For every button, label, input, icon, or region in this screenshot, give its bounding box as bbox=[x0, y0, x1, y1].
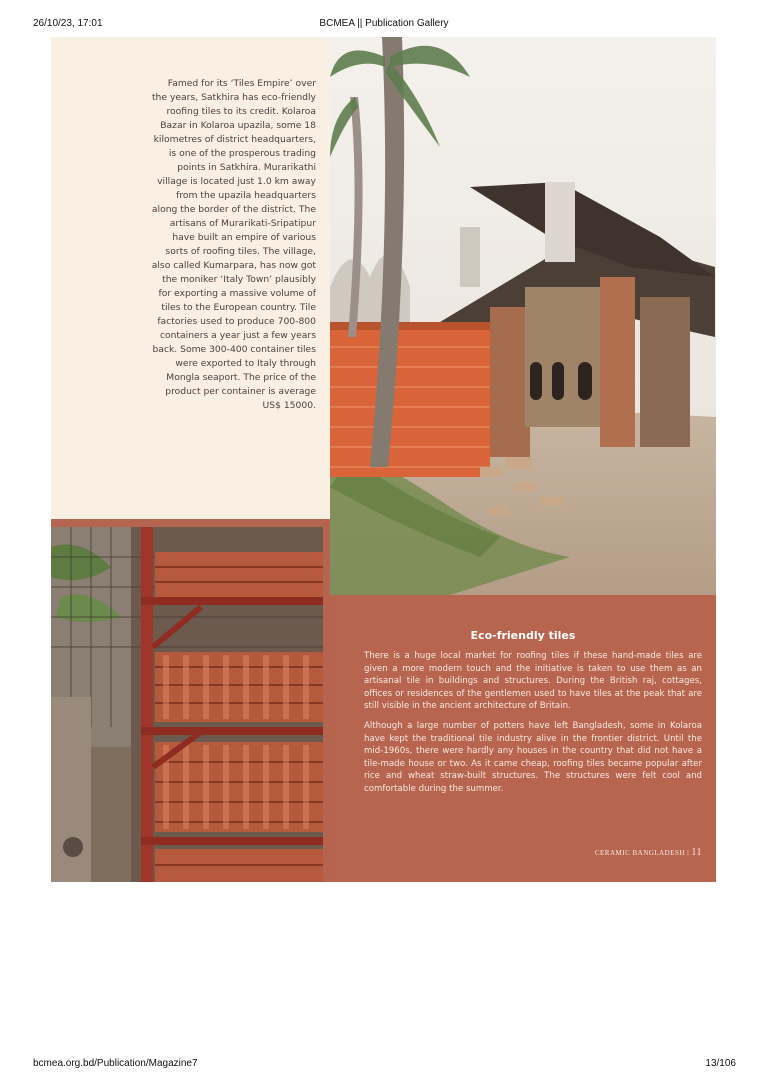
intro-text: Famed for its ‘Tiles Empire’ over the years, Satkhira has eco-friendly roofing tiles to its credit. Kolaroa Bazar in Kolaroa upazila, some 18 kilometres of district headquarters, is one of the prosperous trading points in Satkhira. Murarikathi village is located just 1.0 km away from the upazila headquarters along the border of the district. The artisans of Murarikati-Sripatipur have built an empire of various sorts of roofing tiles. The village, also called Kumarpara, has now got the moniker ‘Italy Town’ plausibly for exporting a massive volume of tiles to the European country. Tile factories used to produce 700-800 containers a year just a few years back. Some 300-400 container tiles were exported to Italy through Mongla seaport. The price of the product per container is average US$ 15000. bbox=[151, 78, 316, 411]
folio-publication: CERAMIC BANGLADESH | bbox=[594, 849, 690, 857]
photo-gap bbox=[323, 527, 330, 882]
kiln-photo bbox=[330, 37, 716, 595]
print-url: bcmea.org.bd/Publication/Magazine7 bbox=[33, 1058, 198, 1069]
folio-page-number: 11 bbox=[691, 847, 702, 858]
article-panel bbox=[330, 595, 716, 882]
print-datetime: 26/10/23, 17:01 bbox=[33, 18, 103, 29]
roof-tiles-photo bbox=[51, 527, 323, 882]
article-body bbox=[364, 650, 702, 803]
intro-panel bbox=[51, 37, 330, 519]
divider-band bbox=[51, 519, 330, 527]
folio bbox=[595, 847, 702, 858]
print-footer bbox=[0, 1058, 768, 1072]
section-heading: Eco-friendly tiles bbox=[470, 629, 576, 642]
article-paragraph: There is a huge local market for roofing tiles if these hand-made tiles are given a more modern touch and the initiative is taken to use them as an artisanal tile in buildings and structures. During the British raj, cottages, offices or residences of the gentlemen used to have tiles at the peak that are still visible in the ancient architecture of Britain. bbox=[364, 651, 702, 712]
article-paragraph: Although a large number of potters have left Bangladesh, some in Kolaroa have kept the traditional tile industry alive in the frontier district. Until the mid-1960s, there were hardly any houses in the country that did not have a tile-made house or two. As it came cheap, roofing tiles became popular after rice and wheat straw-built structures. The structures were felt cool and comfortable during the summer. bbox=[364, 720, 702, 794]
print-header bbox=[0, 18, 768, 32]
magazine-page bbox=[51, 37, 716, 882]
print-page-count: 13/106 bbox=[705, 1058, 736, 1069]
print-page-title: BCMEA || Publication Gallery bbox=[319, 18, 449, 29]
